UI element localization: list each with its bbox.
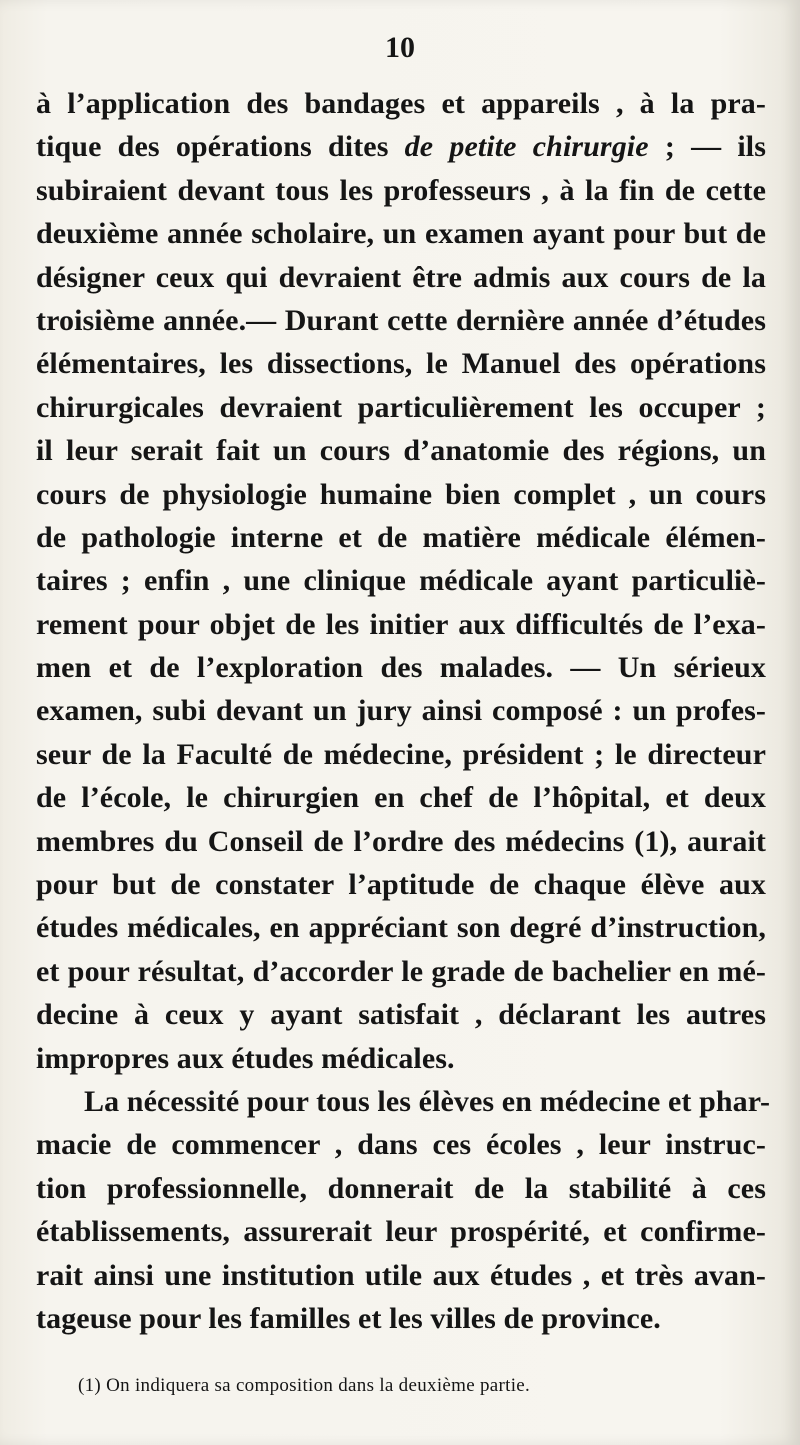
text-line: études médicales, en appréciant son degré d’instruction, [36, 911, 766, 945]
text-line: à l’application des bandages et appareils , à la pra- [36, 87, 766, 120]
text-line: membres du Conseil de l’ordre des médecins (1), aurait [36, 824, 766, 858]
text-line: deuxième année scholaire, un examen ayant pour but de [36, 217, 766, 251]
text-line: decine à ceux y ayant satisfait , déclarant les autres [36, 998, 766, 1032]
italic-phrase: de petite chirurgie [404, 130, 649, 164]
text-line: de pathologie interne et de matière médicale élémen- [36, 520, 766, 554]
text-line: tion professionnelle, donnerait de la stabilité à ces [36, 1171, 766, 1205]
text-line: rement pour objet de les initier aux difficultés de l’exa- [36, 607, 766, 641]
text-line: chirurgicales devraient particulièrement les occuper ; [36, 390, 766, 424]
text-line: cours de physiologie humaine bien complet , un cours [36, 477, 766, 511]
text-line: La nécessité pour tous les élèves en médecine et phar- [84, 1084, 771, 1118]
text-line: taires ; enfin , une clinique médicale ayant particuliè- [36, 564, 766, 598]
text-line: seur de la Faculté de médecine, président ; le directeur [36, 737, 766, 771]
text-line: troisième année.— Durant cette dernière année d’études [36, 303, 766, 337]
text-line: tageuse pour les familles et les villes de province. [36, 1301, 661, 1335]
text-line [36, 125, 766, 168]
text-line: il leur serait fait un cours d’anatomie des régions, un [36, 434, 766, 468]
text-line: macie de commencer , dans ces écoles , leur instruc- [36, 1128, 766, 1162]
text-line: men et de l’exploration des malades. — Un sérieux [36, 651, 766, 685]
page-number: 10 [385, 31, 415, 64]
text-line: élémentaires, les dissections, le Manuel des opérations [36, 347, 766, 381]
text-line: établissements, assurerait leur prospérité, et confirme- [36, 1215, 766, 1249]
text-line: et pour résultat, d’accorder le grade de bachelier en mé- [36, 954, 766, 988]
text-segment: ; — ils [648, 130, 767, 164]
text-line: de l’école, le chirurgien en chef de l’hôpital, et deux [36, 781, 766, 815]
text-line: pour but de constater l’aptitude de chaque élève aux [36, 868, 766, 902]
text-line: examen, subi devant un jury ainsi composé : un profes- [36, 694, 766, 728]
text-segment: tique des opérations dites [36, 130, 405, 164]
footnote: (1) On indiquera sa composition dans la deuxième partie. [78, 1375, 531, 1396]
text-line: subiraient devant tous les professeurs , à la fin de cette [36, 173, 766, 207]
text-line: impropres aux études médicales. [36, 1041, 455, 1075]
text-line: rait ainsi une institution utile aux études , et très avan- [36, 1258, 766, 1292]
body-text [36, 82, 771, 1340]
text-line: désigner ceux qui devraient être admis aux cours de la [36, 260, 766, 294]
